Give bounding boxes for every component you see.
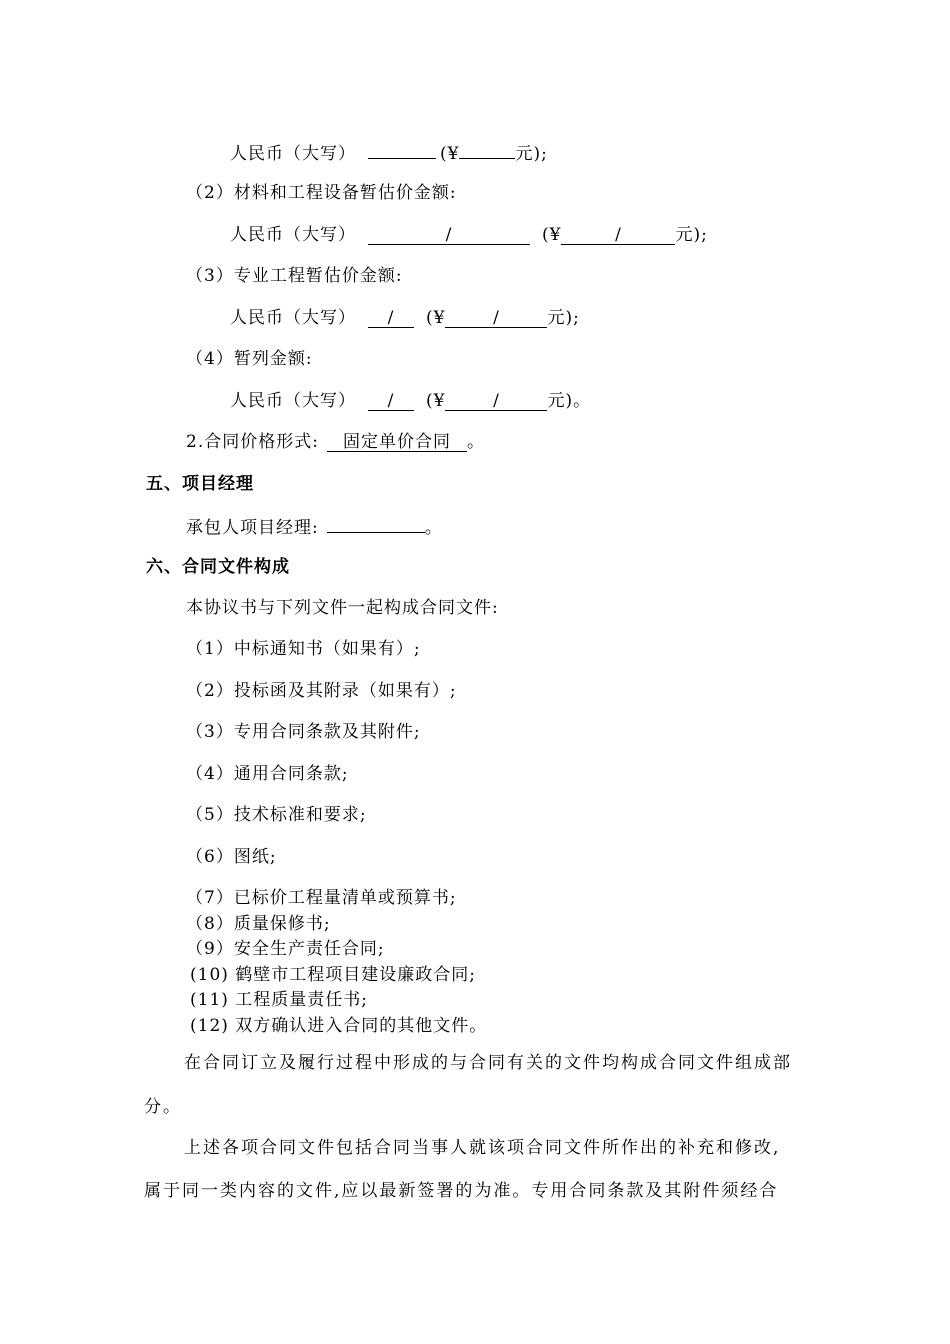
amount-line-1 bbox=[230, 140, 548, 165]
price-form-end: 。 bbox=[466, 432, 485, 452]
list-item: (12) 双方确认进入合同的其他文件。 bbox=[190, 1016, 488, 1036]
list-item: （8）质量保修书; bbox=[186, 914, 331, 934]
price-form-line bbox=[186, 431, 485, 453]
amount-line-4 bbox=[230, 390, 591, 412]
amount-line-2 bbox=[230, 224, 708, 246]
yuan-blank: / bbox=[445, 392, 547, 411]
section6-title: 六、合同文件构成 bbox=[146, 557, 290, 577]
list-item: （2）投标函及其附录（如果有）; bbox=[186, 681, 457, 701]
yuan-prefix: (¥ bbox=[440, 144, 460, 164]
rmb-label: 人民币（大写） bbox=[230, 391, 356, 411]
yuan-blank bbox=[459, 140, 515, 159]
pm-blank bbox=[327, 514, 425, 533]
section5-title: 五、项目经理 bbox=[146, 474, 254, 494]
pm-label: 承包人项目经理: bbox=[186, 518, 319, 538]
list-item: （6）图纸; bbox=[186, 847, 277, 867]
list-item: (11) 工程质量责任书; bbox=[190, 990, 369, 1010]
list-item: （4）通用合同条款; bbox=[186, 764, 349, 784]
amount-line-3 bbox=[230, 307, 580, 329]
price-form-value: 固定单价合同 bbox=[327, 433, 467, 452]
yuan-blank: / bbox=[561, 226, 675, 245]
pm-line bbox=[186, 514, 443, 539]
item3-heading: （3）专业工程暂估价金额: bbox=[186, 266, 403, 286]
yuan-prefix: (¥ bbox=[542, 225, 562, 245]
paragraph-2-line-2: 属于同一类内容的文件,应以最新签署的为准。专用合同条款及其附件须经合 bbox=[144, 1181, 779, 1201]
rmb-label: 人民币（大写） bbox=[230, 144, 356, 164]
rmb-blank: / bbox=[368, 226, 530, 245]
yuan-blank: / bbox=[445, 309, 547, 328]
list-item: （7）已标价工程量清单或预算书; bbox=[186, 888, 457, 908]
list-item: （5）技术标准和要求; bbox=[186, 805, 367, 825]
list-item: (10) 鹤壁市工程项目建设廉政合同; bbox=[190, 965, 477, 985]
rmb-label: 人民币（大写） bbox=[230, 225, 356, 245]
rmb-blank bbox=[368, 140, 436, 159]
list-item: （1）中标通知书（如果有）; bbox=[186, 639, 421, 659]
rmb-blank: / bbox=[368, 392, 414, 411]
paragraph-2-line-1: 上述各项合同文件包括合同当事人就该项合同文件所作出的补充和修改, bbox=[184, 1138, 781, 1158]
yuan-suffix: 元); bbox=[515, 144, 548, 164]
paragraph-1-line-1: 在合同订立及履行过程中形成的与合同有关的文件均构成合同文件组成部 bbox=[184, 1053, 792, 1073]
rmb-blank: / bbox=[368, 309, 414, 328]
yuan-prefix: (¥ bbox=[426, 308, 446, 328]
paragraph-1-line-2: 分。 bbox=[144, 1097, 182, 1117]
yuan-suffix: 元); bbox=[675, 225, 708, 245]
yuan-suffix: 元); bbox=[547, 308, 580, 328]
rmb-label: 人民币（大写） bbox=[230, 308, 356, 328]
item4-heading: （4）暂列金额: bbox=[186, 349, 313, 369]
list-item: （3）专用合同条款及其附件; bbox=[186, 722, 421, 742]
pm-end: 。 bbox=[424, 518, 443, 538]
list-item: （9）安全生产责任合同; bbox=[186, 939, 385, 959]
section6-intro: 本协议书与下列文件一起构成合同文件: bbox=[186, 598, 499, 618]
price-form-label: 2.合同价格形式: bbox=[186, 432, 319, 452]
yuan-prefix: (¥ bbox=[426, 391, 446, 411]
item2-heading: （2）材料和工程设备暂估价金额: bbox=[186, 183, 457, 203]
yuan-suffix-end: 元)。 bbox=[547, 391, 592, 411]
